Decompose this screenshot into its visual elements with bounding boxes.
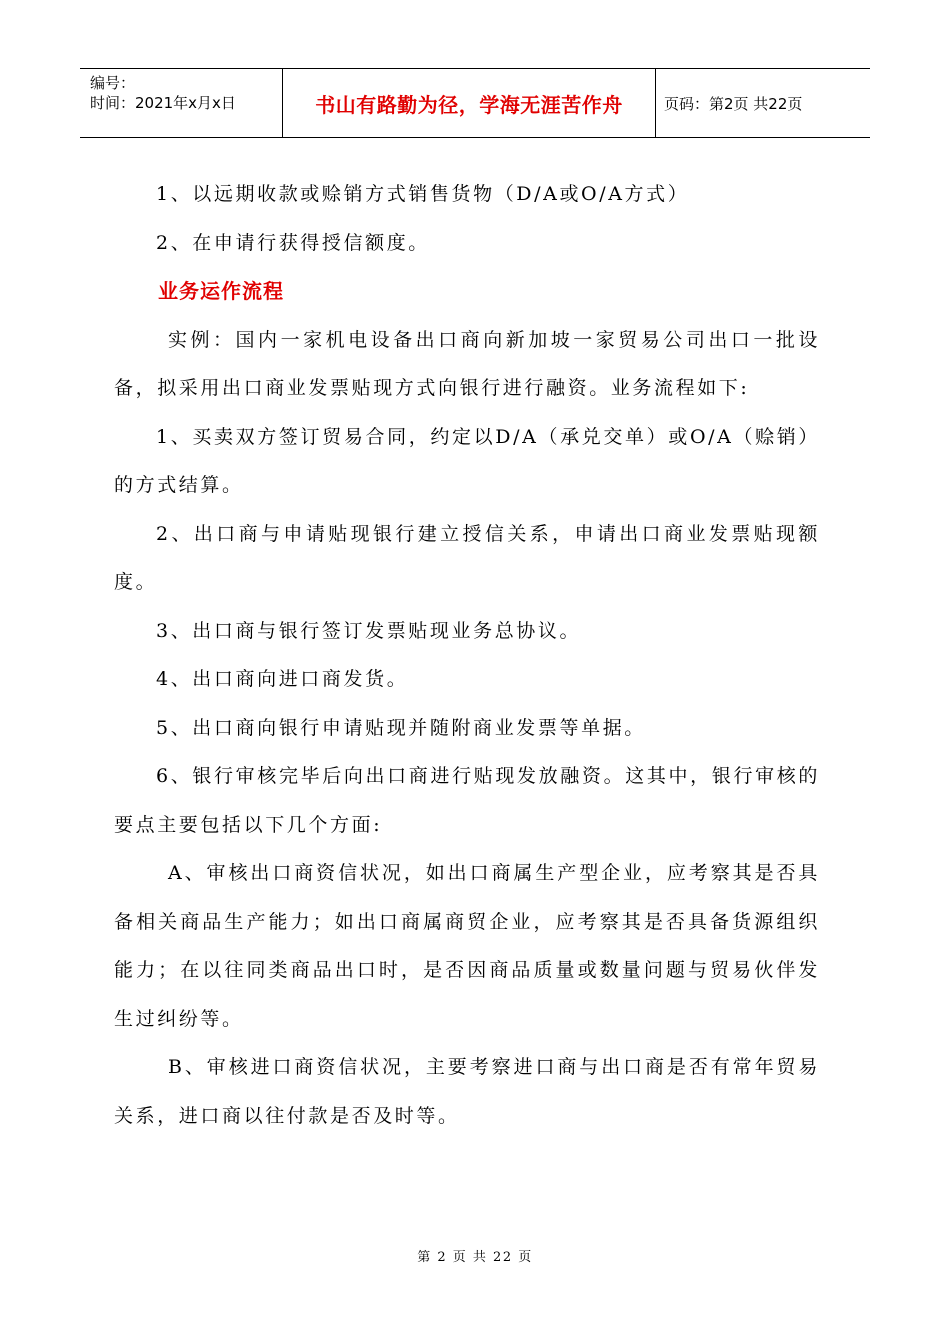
- review-point: A、审核出口商资信状况，如出口商属生产型企业，应考察其是否具备相关商品生产能力；如出口商属商贸企业，应考察其是否具备货源组织能力；在以往同类商品出口时，是否因商品质量或数量问题与贸易伙伴发生过纠纷等。: [114, 862, 820, 1030]
- condition-item: 1、以远期收款或赊销方式销售货物（D/A或O/A方式）: [156, 183, 690, 205]
- page-header: [80, 68, 870, 138]
- document-body: [114, 170, 820, 1140]
- process-step: 2、出口商与申请贴现银行建立授信关系，申请出口商业发票贴现额度。: [114, 522, 820, 593]
- example-intro: 实例：国内一家机电设备出口商向新加坡一家贸易公司出口一批设备，拟采用出口商业发票贴现方式向银行进行融资。业务流程如下:: [114, 328, 820, 399]
- header-page-info: 页码：第2页 共22页: [664, 94, 803, 113]
- document-number-label: 编号：: [90, 74, 136, 92]
- document-date: 时间：2021年x月x日: [90, 94, 236, 112]
- process-step: 6、银行审核完毕后向出口商进行贴现发放融资。这其中，银行审核的要点主要包括以下几个方面:: [114, 765, 820, 836]
- review-point: B、审核进口商资信状况，主要考察进口商与出口商是否有常年贸易关系，进口商以往付款是否及时等。: [114, 1056, 820, 1127]
- section-heading: 业务运作流程: [158, 279, 284, 303]
- process-step: 3、出口商与银行签订发票贴现业务总协议。: [156, 619, 582, 642]
- process-step: 4、出口商向进口商发货。: [156, 668, 409, 690]
- process-step: 1、买卖双方签订贸易合同，约定以D/A（承兑交单）或O/A（赊销）的方式结算。: [114, 425, 820, 496]
- header-meta: [80, 69, 283, 137]
- header-motto: 书山有路勤为径，学海无涯苦作舟: [283, 69, 656, 137]
- process-step: 5、出口商向银行申请贴现并随附商业发票等单据。: [156, 716, 646, 739]
- page-footer: 第 2 页 共 22 页: [417, 1250, 533, 1265]
- condition-item: 2、在申请行获得授信额度。: [156, 231, 430, 254]
